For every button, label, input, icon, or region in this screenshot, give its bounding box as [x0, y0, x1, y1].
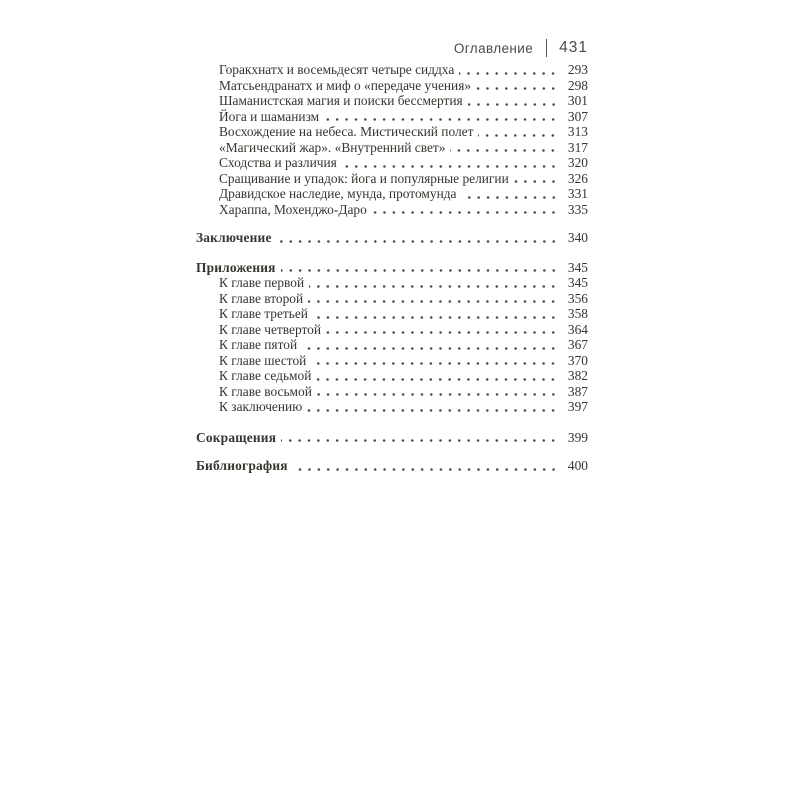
toc-entry-label: К главе четвертой	[219, 321, 322, 337]
toc-entry-page: 356	[567, 290, 588, 306]
dot-leader	[281, 260, 560, 276]
toc-entry	[196, 155, 588, 171]
toc-entry-page: 320	[567, 155, 588, 170]
toc-section-heading	[196, 458, 588, 474]
toc-entry-page: 301	[567, 93, 588, 108]
toc-entry	[196, 202, 588, 218]
toc-entry-label: Шаманистская магия и поиски бессмертия	[219, 93, 463, 108]
toc-entry-page: 400	[567, 458, 588, 473]
toc-entry-page: 370	[567, 352, 588, 368]
toc-entry	[196, 171, 588, 187]
toc-content	[196, 38, 588, 474]
toc-entry	[196, 322, 588, 338]
toc-entry-page: 293	[567, 62, 588, 77]
toc-entry-page: 358	[567, 306, 588, 321]
dot-leader	[450, 140, 560, 156]
dot-leader	[311, 353, 560, 369]
toc-entry-page: 335	[567, 201, 588, 217]
running-header	[196, 38, 588, 58]
dot-leader	[342, 155, 560, 171]
toc-entry-label: Восхождение на небеса. Мистический полет	[219, 124, 474, 139]
toc-section-heading	[196, 230, 588, 246]
toc-entry-label: К главе второй	[219, 290, 304, 306]
toc-entry	[196, 109, 588, 125]
toc-entry	[196, 291, 588, 307]
toc-entry-page: 307	[567, 108, 588, 124]
toc-entry	[196, 62, 588, 78]
toc-entry-label: К главе третьей	[219, 306, 308, 321]
dot-leader	[326, 322, 560, 338]
toc-entry-label: Дравидское наследие, мунда, протомунда	[219, 186, 457, 201]
toc-entry-page: 367	[567, 337, 588, 352]
toc-entry	[196, 124, 588, 140]
toc-entry	[196, 368, 588, 384]
toc-entry	[196, 140, 588, 156]
toc-entry-label: К главе седьмой	[219, 368, 312, 383]
dot-leader	[309, 275, 560, 291]
toc-entry-label: Приложения	[196, 259, 276, 275]
toc-entry-label: Сращивание и упадок: йога и популярные религии	[219, 170, 509, 186]
toc-entry-page: 298	[567, 77, 588, 93]
toc-entry-label: «Магический жар». «Внутренний свет»	[219, 139, 446, 155]
toc-entry-label: Сходства и различия	[219, 155, 337, 170]
dot-leader	[313, 306, 560, 322]
toc-entry-page: 397	[567, 399, 588, 414]
dot-leader	[462, 186, 561, 202]
toc-section-heading	[196, 430, 588, 446]
dot-leader	[317, 384, 560, 400]
toc-entry	[196, 186, 588, 202]
dot-leader	[468, 93, 560, 109]
toc-entry	[196, 384, 588, 400]
dot-leader	[476, 78, 560, 94]
toc-entry-label: Библиография	[196, 458, 288, 473]
dot-leader	[302, 337, 560, 353]
toc-entry	[196, 399, 588, 415]
running-header-title: Оглавление	[453, 40, 534, 56]
dot-leader	[478, 124, 560, 140]
running-header-page-number: 431	[559, 39, 588, 56]
toc-entry-label: К главе восьмой	[219, 383, 312, 399]
toc-entry-label: К заключению	[219, 399, 303, 414]
dot-leader	[277, 230, 560, 246]
toc-entry-label: К главе первой	[219, 275, 305, 290]
dot-leader	[514, 171, 560, 187]
toc-entry-label: Йога и шаманизм	[219, 108, 320, 124]
dot-leader	[459, 62, 560, 78]
toc-entry	[196, 306, 588, 322]
toc-section-heading	[196, 260, 588, 276]
toc-entry	[196, 93, 588, 109]
toc-entry-page: 326	[567, 170, 588, 186]
toc-entry-label: К главе шестой	[219, 352, 307, 368]
toc-entry-page: 345	[567, 259, 588, 275]
dot-leader	[307, 399, 560, 415]
dot-leader	[372, 202, 560, 218]
toc-entry-page: 399	[567, 429, 588, 445]
toc-entry-page: 382	[567, 368, 588, 383]
toc-entry-page: 364	[567, 321, 588, 337]
toc-entry-page: 345	[567, 275, 588, 290]
toc-entry-label: Заключение	[196, 230, 272, 245]
toc-entry-page: 340	[567, 230, 588, 245]
toc-entry	[196, 337, 588, 353]
dot-leader	[324, 109, 560, 125]
dot-leader	[316, 368, 560, 384]
toc-entry-page: 387	[567, 383, 588, 399]
toc-entry-label: Матсьендранатх и миф о «передаче учения»	[219, 77, 472, 93]
table-of-contents	[196, 62, 588, 474]
toc-entry-label: Сокращения	[196, 429, 277, 445]
toc-entry	[196, 275, 588, 291]
toc-entry-label: Горакхнатх и восемьдесят четыре сиддха	[219, 62, 455, 77]
dot-leader	[293, 458, 560, 474]
toc-entry	[196, 78, 588, 94]
header-separator-bar	[546, 39, 547, 57]
toc-entry-page: 317	[567, 139, 588, 155]
toc-entry-label: К главе пятой	[219, 337, 298, 352]
dot-leader	[281, 430, 560, 446]
toc-entry-page: 331	[567, 186, 588, 201]
toc-entry	[196, 353, 588, 369]
dot-leader	[308, 291, 560, 307]
toc-entry-label: Хараппа, Мохенджо-Даро	[219, 201, 367, 217]
toc-entry-page: 313	[567, 124, 588, 139]
